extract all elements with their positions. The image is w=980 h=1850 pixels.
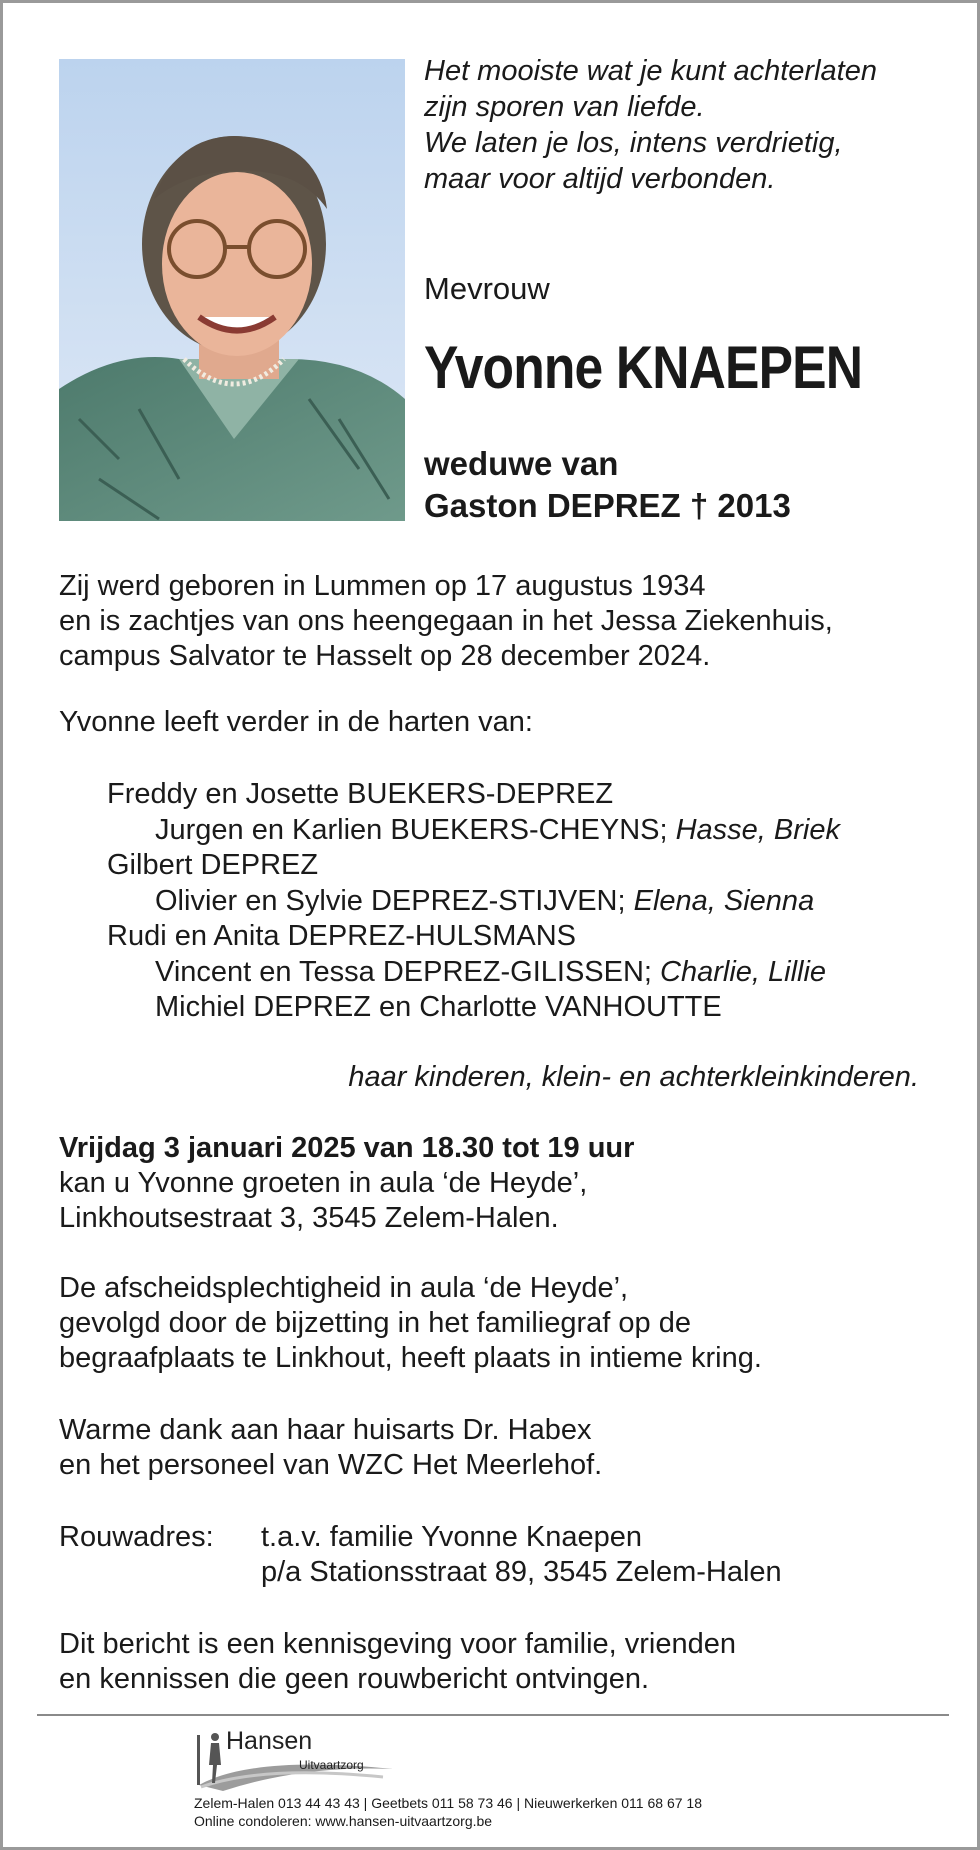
logo-subtitle: Uitvaartzorg (299, 1758, 364, 1772)
honorific: Mevrouw (424, 271, 550, 306)
family-names: Jurgen en Karlien BUEKERS-CHEYNS; (155, 813, 668, 846)
poem (424, 53, 877, 197)
contact-phones: Zelem-Halen 013 44 43 43 | Geetbets 011 58 73 46 | Nieuwerkerken 011 68 67 18 (194, 1795, 702, 1811)
poem-line: Het mooiste wat je kunt achterlaten (424, 55, 877, 87)
paragraph-line: Dit bericht is een kennisgeving voor familie, vrienden (59, 1628, 737, 1660)
paragraph-line: en het personeel van WZC Het Meerlehof. (59, 1449, 603, 1481)
family-names: Olivier en Sylvie DEPREZ-STIJVEN; (155, 884, 626, 917)
divider (37, 1714, 949, 1716)
online-condolences: Online condoleren: www.hansen-uitvaartzorg.be (194, 1813, 493, 1829)
grandchildren-names: Elena, Sienna (633, 884, 815, 917)
paragraph-line: begraafplaats te Linkhout, heeft plaats in intieme kring. (59, 1342, 762, 1374)
paragraph-line: en is zachtjes van ons heengegaan in het Jessa Ziekenhuis, (59, 605, 833, 637)
family-row (107, 848, 840, 884)
visitation-paragraph (59, 1131, 634, 1236)
poem-line: maar voor altijd verbonden. (424, 163, 776, 195)
mourning-address (59, 1520, 782, 1590)
poem-line: zijn sporen van liefde. (424, 91, 705, 123)
family-row (107, 990, 840, 1026)
paragraph-line: campus Salvator te Hasselt op 28 december 2024. (59, 640, 711, 672)
portrait-photo (59, 59, 405, 521)
paragraph-line: en kennissen die geen rouwbericht ontvingen. (59, 1663, 650, 1695)
logo-name: Hansen (226, 1727, 313, 1755)
address-line: t.a.v. familie Yvonne Knaepen (261, 1521, 643, 1553)
family-names: Gilbert DEPREZ (107, 849, 319, 881)
grandchildren-names: Charlie, Lillie (660, 955, 827, 988)
address-label: Rouwadres: (59, 1521, 214, 1553)
widow-line: Gaston DEPREZ † 2013 (424, 487, 791, 524)
thanks-paragraph (59, 1413, 602, 1483)
family-closing: haar kinderen, klein- en achterkleinkinderen. (348, 1061, 919, 1093)
family-names: Freddy en Josette BUEKERS-DEPREZ (107, 778, 614, 810)
paragraph-line: De afscheidsplechtigheid in aula ‘de Heyde’, (59, 1272, 629, 1304)
grandchildren-names: Hasse, Briek (675, 813, 840, 846)
contact-info (194, 1794, 702, 1830)
family-row (107, 955, 840, 991)
address-line: p/a Stationsstraat 89, 3545 Zelem-Halen (261, 1556, 782, 1588)
widow-line: weduwe van (424, 445, 619, 482)
family-row (107, 777, 840, 813)
lives-on-heading: Yvonne leeft verder in de harten van: (59, 706, 533, 738)
deceased-name: Yvonne KNAEPEN (424, 334, 863, 401)
birth-death-paragraph (59, 569, 833, 674)
family-row (107, 919, 840, 955)
widow-of (424, 443, 791, 527)
family-names: Rudi en Anita DEPREZ-HULSMANS (107, 920, 576, 952)
funeral-paragraph (59, 1271, 762, 1376)
family-row (107, 884, 840, 920)
paragraph-line: kan u Yvonne groeten in aula ‘de Heyde’, (59, 1167, 588, 1199)
family-names: Michiel DEPREZ en Charlotte VANHOUTTE (155, 991, 722, 1023)
family-list (107, 777, 840, 1026)
family-names: Vincent en Tessa DEPREZ-GILISSEN; (155, 955, 652, 988)
notice-paragraph (59, 1627, 736, 1697)
poem-line: We laten je los, intens verdrietig, (424, 127, 843, 159)
visitation-date: Vrijdag 3 januari 2025 van 18.30 tot 19 uur (59, 1132, 635, 1164)
paragraph-line: Zij werd geboren in Lummen op 17 augustus 1934 (59, 570, 706, 602)
paragraph-line: Warme dank aan haar huisarts Dr. Habex (59, 1414, 592, 1446)
paragraph-line: gevolgd door de bijzetting in het familiegraf op de (59, 1307, 691, 1339)
paragraph-line: Linkhoutsestraat 3, 3545 Zelem-Halen. (59, 1202, 559, 1234)
family-row (107, 813, 840, 849)
